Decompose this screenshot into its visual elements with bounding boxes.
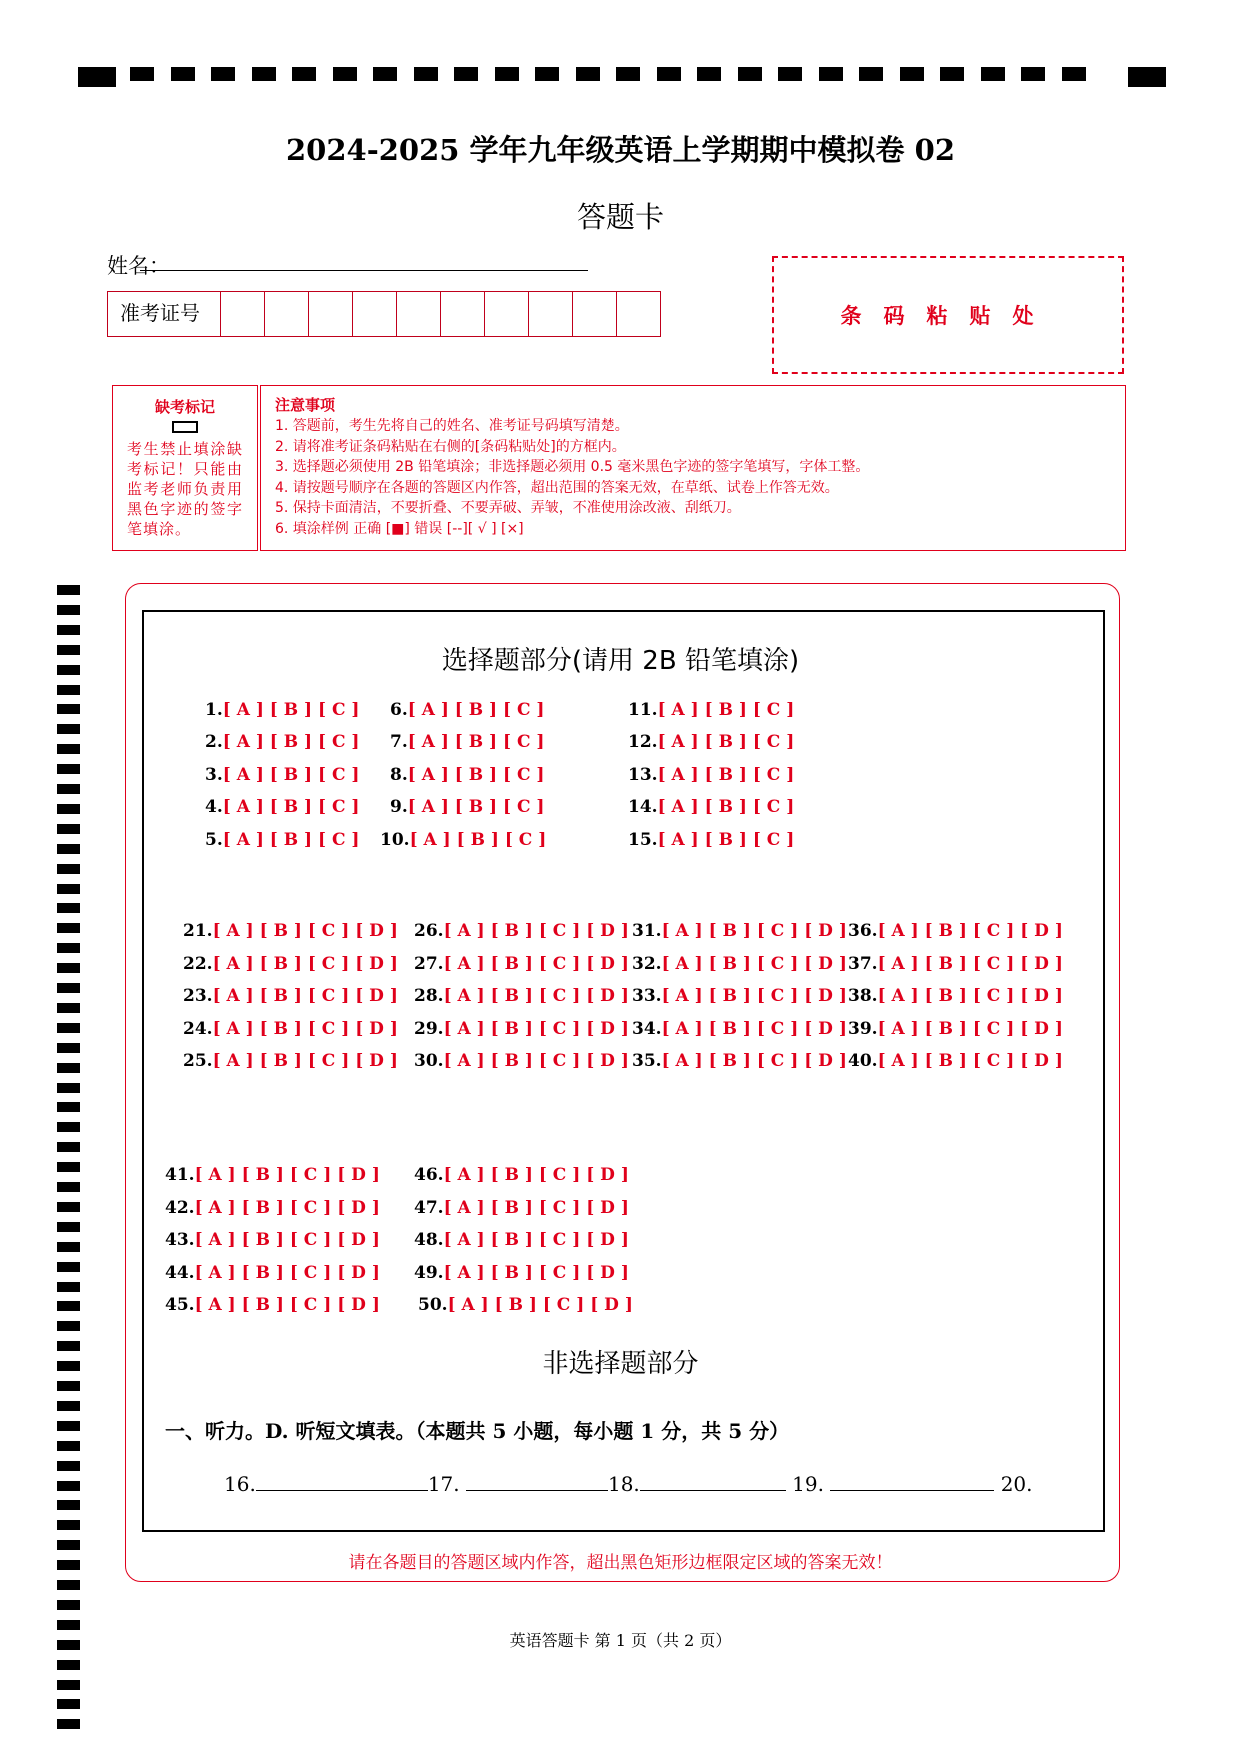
timing-mark	[697, 67, 721, 81]
mc-question	[628, 830, 794, 850]
timing-mark	[57, 1142, 80, 1152]
question-number: 39.	[848, 1019, 878, 1039]
page-subtitle: 答题卡	[576, 200, 664, 234]
timing-mark	[657, 67, 681, 81]
timing-mark	[616, 67, 640, 81]
question-number: 38.	[848, 986, 878, 1006]
answer-options[interactable]: [ A ] [ B ] [ C ] [ D ]	[443, 1019, 629, 1039]
blank-16-line[interactable]	[256, 1472, 428, 1491]
mc-question	[165, 1230, 380, 1250]
timing-mark	[1062, 67, 1086, 81]
question-number: 26.	[414, 921, 444, 941]
question-number: 43.	[165, 1230, 195, 1250]
ticket-digit-cell[interactable]	[396, 292, 440, 336]
question-number: 3.	[205, 765, 223, 785]
question-number: 46.	[414, 1165, 444, 1185]
blank-label: 17.	[427, 1472, 460, 1496]
timing-mark	[57, 864, 80, 874]
note-item: 2. 请将准考证条码粘贴在右侧的[条码粘贴处]的方框内。	[275, 438, 626, 455]
answer-options[interactable]: [ A ] [ B ] [ C ] [ D ]	[212, 1051, 398, 1071]
answer-options[interactable]: [ A ] [ B ] [ C ]	[407, 732, 545, 752]
timing-mark	[57, 724, 80, 734]
note-item: 1. 答题前，考生先将自己的姓名、准考证号码填写清楚。	[275, 418, 629, 434]
question-number: 12.	[628, 732, 658, 752]
notes-heading: 注意事项	[275, 396, 336, 414]
ticket-digit-cell[interactable]	[220, 292, 264, 336]
answer-options[interactable]: [ A ] [ B ] [ C ] [ D ]	[443, 1051, 629, 1071]
mc-question	[628, 765, 794, 785]
question-number: 29.	[414, 1019, 444, 1039]
timing-mark	[57, 1719, 80, 1729]
mc-question	[205, 700, 359, 720]
question-number: 10.	[380, 830, 410, 850]
top-timing-marks	[78, 67, 1166, 89]
question-number: 24.	[183, 1019, 213, 1039]
mc-question	[632, 954, 847, 974]
timing-mark	[57, 685, 80, 695]
timing-mark	[78, 67, 116, 87]
mc-question	[183, 921, 398, 941]
ticket-digit-cell[interactable]	[264, 292, 308, 336]
answer-options[interactable]: [ A ] [ B ] [ C ] [ D ]	[661, 1051, 847, 1071]
name-field[interactable]	[140, 270, 588, 271]
question-number: 23.	[183, 986, 213, 1006]
question-number: 6.	[390, 700, 408, 720]
question-number: 5.	[205, 830, 223, 850]
timing-mark	[738, 67, 762, 81]
answer-options[interactable]: [ A ] [ B ] [ C ]	[407, 700, 545, 720]
timing-mark	[373, 67, 397, 81]
blank-18-line[interactable]	[640, 1472, 786, 1491]
mc-question	[632, 1051, 847, 1071]
timing-mark	[576, 67, 600, 81]
timing-mark	[1128, 67, 1166, 87]
mc-question	[848, 921, 1063, 941]
answer-options[interactable]: [ A ] [ B ] [ C ] [ D ]	[194, 1295, 380, 1315]
question-number: 44.	[165, 1263, 195, 1283]
mc-question	[414, 921, 629, 941]
blank-17-line[interactable]	[466, 1472, 608, 1491]
timing-mark	[57, 804, 80, 814]
note-item: 5. 保持卡面清洁，不要折叠、不要弄破、弄皱，不准使用涂改液、刮纸刀。	[275, 500, 741, 516]
question-number: 36.	[848, 921, 878, 941]
ticket-digit-cell[interactable]	[308, 292, 352, 336]
answer-options[interactable]: [ A ] [ B ] [ C ] [ D ]	[194, 1230, 380, 1250]
timing-mark	[57, 824, 80, 834]
timing-mark	[57, 884, 80, 894]
question-number: 28.	[414, 986, 444, 1006]
mc-question	[183, 1051, 398, 1071]
timing-mark	[57, 764, 80, 774]
timing-mark	[57, 903, 80, 913]
timing-mark	[333, 67, 357, 81]
timing-mark	[57, 1301, 80, 1311]
question-number: 33.	[632, 986, 662, 1006]
question-number: 48.	[414, 1230, 444, 1250]
answer-options[interactable]: [ A ] [ B ] [ C ] [ D ]	[443, 986, 629, 1006]
mc-question	[165, 1263, 380, 1283]
timing-mark	[778, 67, 802, 81]
mc-question	[165, 1198, 380, 1218]
ticket-digit-cell[interactable]	[440, 292, 484, 336]
mc-question	[414, 1019, 629, 1039]
mc-question	[205, 830, 359, 850]
timing-mark	[819, 67, 843, 81]
mc-question	[414, 986, 629, 1006]
answer-options[interactable]: [ A ] [ B ] [ C ] [ D ]	[443, 921, 629, 941]
answer-options[interactable]: [ A ] [ B ] [ C ] [ D ]	[212, 954, 398, 974]
blank-label: 19.	[792, 1472, 824, 1496]
timing-mark	[57, 943, 80, 953]
ticket-digit-cell[interactable]	[484, 292, 528, 336]
answer-options[interactable]: [ A ] [ B ] [ C ] [ D ]	[661, 986, 847, 1006]
timing-mark	[57, 1481, 80, 1491]
ticket-digit-cell[interactable]	[616, 292, 660, 336]
mc-question	[414, 954, 629, 974]
mc-question	[628, 732, 794, 752]
question-number: 11.	[628, 700, 658, 720]
question-number: 4.	[205, 797, 223, 817]
mc-heading: 选择题部分(请用 2B 铅笔填涂)	[441, 646, 800, 676]
name-label: 姓名：	[107, 254, 170, 278]
timing-mark	[57, 704, 80, 714]
notes-box	[260, 385, 1126, 551]
timing-mark	[535, 67, 559, 81]
answer-options[interactable]: [ A ] [ B ] [ C ] [ D ]	[661, 1019, 847, 1039]
timing-mark	[57, 1282, 80, 1292]
answer-options[interactable]: [ A ] [ B ] [ C ] [ D ]	[661, 954, 847, 974]
ticket-digit-cell[interactable]	[352, 292, 396, 336]
timing-mark	[57, 1520, 80, 1530]
timing-mark	[252, 67, 276, 81]
answer-options[interactable]: [ A ] [ B ] [ C ] [ D ]	[212, 986, 398, 1006]
answer-options[interactable]: [ A ] [ B ] [ C ] [ D ]	[194, 1165, 380, 1185]
answer-options[interactable]: [ A ] [ B ] [ C ] [ D ]	[443, 954, 629, 974]
answer-options[interactable]: [ A ] [ B ] [ C ]	[222, 765, 360, 785]
ticket-digit-cell[interactable]	[528, 292, 572, 336]
timing-mark	[57, 1222, 80, 1232]
timing-mark	[57, 1421, 80, 1431]
timing-mark	[57, 1680, 80, 1690]
mc-question	[390, 732, 544, 752]
timing-mark	[57, 1321, 80, 1331]
timing-mark	[57, 983, 80, 993]
mc-question	[418, 1295, 633, 1315]
question-number: 40.	[848, 1051, 878, 1071]
mc-question	[414, 1263, 629, 1283]
answer-options[interactable]: [ A ] [ B ] [ C ] [ D ]	[194, 1198, 380, 1218]
timing-mark	[171, 67, 195, 81]
timing-mark	[57, 1182, 80, 1192]
timing-mark	[57, 1023, 80, 1033]
timing-mark	[211, 67, 235, 81]
timing-mark	[57, 585, 80, 595]
question-number: 2.	[205, 732, 223, 752]
question-number: 25.	[183, 1051, 213, 1071]
question-number: 31.	[632, 921, 662, 941]
nmc-heading: 非选择题部分	[542, 1349, 699, 1379]
mc-question	[414, 1051, 629, 1071]
timing-mark	[981, 67, 1005, 81]
answer-options[interactable]: [ A ] [ B ] [ C ]	[222, 732, 360, 752]
answer-options[interactable]: [ A ] [ B ] [ C ]	[222, 700, 360, 720]
answer-options[interactable]: [ A ] [ B ] [ C ]	[407, 765, 545, 785]
question-number: 37.	[848, 954, 878, 974]
timing-mark	[57, 1083, 80, 1093]
question-number: 50.	[418, 1295, 448, 1315]
answer-options[interactable]: [ A ] [ B ] [ C ] [ D ]	[661, 921, 847, 941]
timing-mark	[900, 67, 924, 81]
blank-19-line[interactable]	[830, 1472, 994, 1491]
timing-mark	[57, 1003, 80, 1013]
mc-question	[205, 797, 359, 817]
timing-mark	[57, 1162, 80, 1172]
page-title: 2024-2025 学年九年级英语上学期期中模拟卷 02	[285, 133, 955, 167]
timing-mark	[859, 67, 883, 81]
timing-mark	[57, 1122, 80, 1132]
timing-mark	[495, 67, 519, 81]
timing-mark	[1021, 67, 1045, 81]
mc-question	[628, 797, 794, 817]
question-number: 7.	[390, 732, 408, 752]
timing-mark	[57, 1063, 80, 1073]
answer-options[interactable]: [ A ] [ B ] [ C ] [ D ]	[443, 1165, 629, 1185]
mc-question	[183, 1019, 398, 1039]
ticket-label: 准考证号	[120, 301, 200, 325]
question-number: 34.	[632, 1019, 662, 1039]
question-number: 45.	[165, 1295, 195, 1315]
note-item: 6. 填涂样例 正确 [■] 错误 [--][ √ ] [×]	[275, 520, 524, 537]
mc-question	[628, 700, 794, 720]
mc-question	[165, 1165, 380, 1185]
mc-question	[205, 765, 359, 785]
timing-mark	[57, 1262, 80, 1272]
mc-question	[183, 986, 398, 1006]
question-number: 13.	[628, 765, 658, 785]
answer-options[interactable]: [ A ] [ B ] [ C ] [ D ]	[212, 921, 398, 941]
question-number: 1.	[205, 700, 223, 720]
question-number: 41.	[165, 1165, 195, 1185]
question-number: 8.	[390, 765, 408, 785]
question-number: 42.	[165, 1198, 195, 1218]
timing-mark	[57, 1600, 80, 1610]
barcode-label: 条码粘贴处	[840, 304, 1056, 328]
absent-text: 考生禁止填涂缺考标记！只能由监考老师负责用黑色字迹的签字笔填涂。	[127, 440, 243, 538]
question-number: 15.	[628, 830, 658, 850]
timing-mark	[414, 67, 438, 81]
mc-question	[848, 1051, 1063, 1071]
timing-mark	[57, 1102, 80, 1112]
listening-heading: 一、听力。D. 听短文填表。（本题共 5 小题，每小题 1 分，共 5 分）	[165, 1419, 790, 1443]
barcode-area	[772, 256, 1124, 374]
answer-options[interactable]: [ A ] [ B ] [ C ]	[222, 830, 360, 850]
mc-question	[848, 986, 1063, 1006]
answer-options[interactable]: [ A ] [ B ] [ C ] [ D ]	[443, 1263, 629, 1283]
timing-mark	[130, 67, 154, 81]
question-number: 35.	[632, 1051, 662, 1071]
answer-options[interactable]: [ A ] [ B ] [ C ] [ D ]	[877, 921, 1063, 941]
answer-options[interactable]: [ A ] [ B ] [ C ]	[657, 765, 795, 785]
answer-options[interactable]: [ A ] [ B ] [ C ] [ D ]	[447, 1295, 633, 1315]
mc-question	[632, 1019, 847, 1039]
answer-options[interactable]: [ A ] [ B ] [ C ] [ D ]	[443, 1198, 629, 1218]
question-number: 49.	[414, 1263, 444, 1283]
timing-mark	[57, 1381, 80, 1391]
question-number: 32.	[632, 954, 662, 974]
answer-options[interactable]: [ A ] [ B ] [ C ]	[407, 797, 545, 817]
mc-question	[205, 732, 359, 752]
note-item: 3. 选择题必须使用 2B 铅笔填涂；非选择题必须用 0.5 毫米黑色字迹的签字笔填写，字体工整。	[275, 459, 870, 475]
answer-options[interactable]: [ A ] [ B ] [ C ]	[657, 700, 795, 720]
ticket-number-box	[107, 291, 661, 337]
mc-question	[632, 986, 847, 1006]
timing-mark	[57, 1580, 80, 1590]
timing-mark	[57, 1401, 80, 1411]
ticket-digit-cell[interactable]	[572, 292, 616, 336]
blank-label: 18.	[607, 1472, 640, 1496]
question-number: 47.	[414, 1198, 444, 1218]
answer-options[interactable]: [ A ] [ B ] [ C ] [ D ]	[443, 1230, 629, 1250]
timing-mark	[57, 1242, 80, 1252]
mc-question	[390, 700, 544, 720]
note-item: 4. 请按题号顺序在各题的答题区内作答，超出范围的答案无效，在草纸、试卷上作答无效。	[275, 479, 839, 496]
question-number: 14.	[628, 797, 658, 817]
mc-question	[380, 830, 546, 850]
answer-options[interactable]: [ A ] [ B ] [ C ] [ D ]	[877, 954, 1063, 974]
mc-question	[848, 1019, 1063, 1039]
timing-mark	[57, 844, 80, 854]
mc-question	[165, 1295, 380, 1315]
timing-mark	[57, 605, 80, 615]
mc-question	[414, 1198, 629, 1218]
timing-mark	[57, 625, 80, 635]
region-warning: 请在各题目的答题区域内作答，超出黑色矩形边框限定区域的答案无效！	[348, 1553, 893, 1573]
absent-mark-box	[112, 385, 258, 551]
answer-options[interactable]: [ A ] [ B ] [ C ]	[222, 797, 360, 817]
answer-options[interactable]: [ A ] [ B ] [ C ] [ D ]	[194, 1263, 380, 1283]
mc-question	[183, 954, 398, 974]
timing-mark	[454, 67, 478, 81]
left-timing-marks	[57, 585, 81, 1755]
question-number: 27.	[414, 954, 444, 974]
question-number: 30.	[414, 1051, 444, 1071]
blank-label: 20.	[1000, 1472, 1033, 1496]
timing-mark	[57, 744, 80, 754]
timing-mark	[57, 1202, 80, 1212]
question-number: 9.	[390, 797, 408, 817]
answer-options[interactable]: [ A ] [ B ] [ C ]	[657, 797, 795, 817]
absent-checkbox[interactable]	[172, 421, 198, 433]
mc-question	[390, 765, 544, 785]
timing-mark	[57, 784, 80, 794]
absent-heading: 缺考标记	[154, 398, 215, 416]
timing-mark	[57, 1441, 80, 1451]
timing-mark	[57, 1043, 80, 1053]
timing-mark	[57, 1699, 80, 1709]
answer-options[interactable]: [ A ] [ B ] [ C ] [ D ]	[877, 1019, 1063, 1039]
mc-question	[414, 1165, 629, 1185]
answer-options[interactable]: [ A ] [ B ] [ C ]	[657, 732, 795, 752]
blank-label: 16.	[224, 1472, 256, 1496]
mc-question	[848, 954, 1063, 974]
answer-options[interactable]: [ A ] [ B ] [ C ] [ D ]	[877, 986, 1063, 1006]
answer-options[interactable]: [ A ] [ B ] [ C ] [ D ]	[877, 1051, 1063, 1071]
timing-mark	[57, 1461, 80, 1471]
question-number: 21.	[183, 921, 213, 941]
timing-mark	[292, 67, 316, 81]
listening-blanks	[224, 1472, 1033, 1496]
page-footer: 英语答题卡 第 1 页（共 2 页）	[509, 1631, 732, 1650]
timing-mark	[57, 963, 80, 973]
mc-question	[414, 1230, 629, 1250]
mc-question	[390, 797, 544, 817]
timing-mark	[57, 1500, 80, 1510]
answer-options[interactable]: [ A ] [ B ] [ C ]	[409, 830, 547, 850]
answer-options[interactable]: [ A ] [ B ] [ C ]	[657, 830, 795, 850]
mc-question	[632, 921, 847, 941]
timing-mark	[57, 1660, 80, 1670]
answer-options[interactable]: [ A ] [ B ] [ C ] [ D ]	[212, 1019, 398, 1039]
timing-mark	[940, 67, 964, 81]
timing-mark	[57, 923, 80, 933]
question-number: 22.	[183, 954, 213, 974]
